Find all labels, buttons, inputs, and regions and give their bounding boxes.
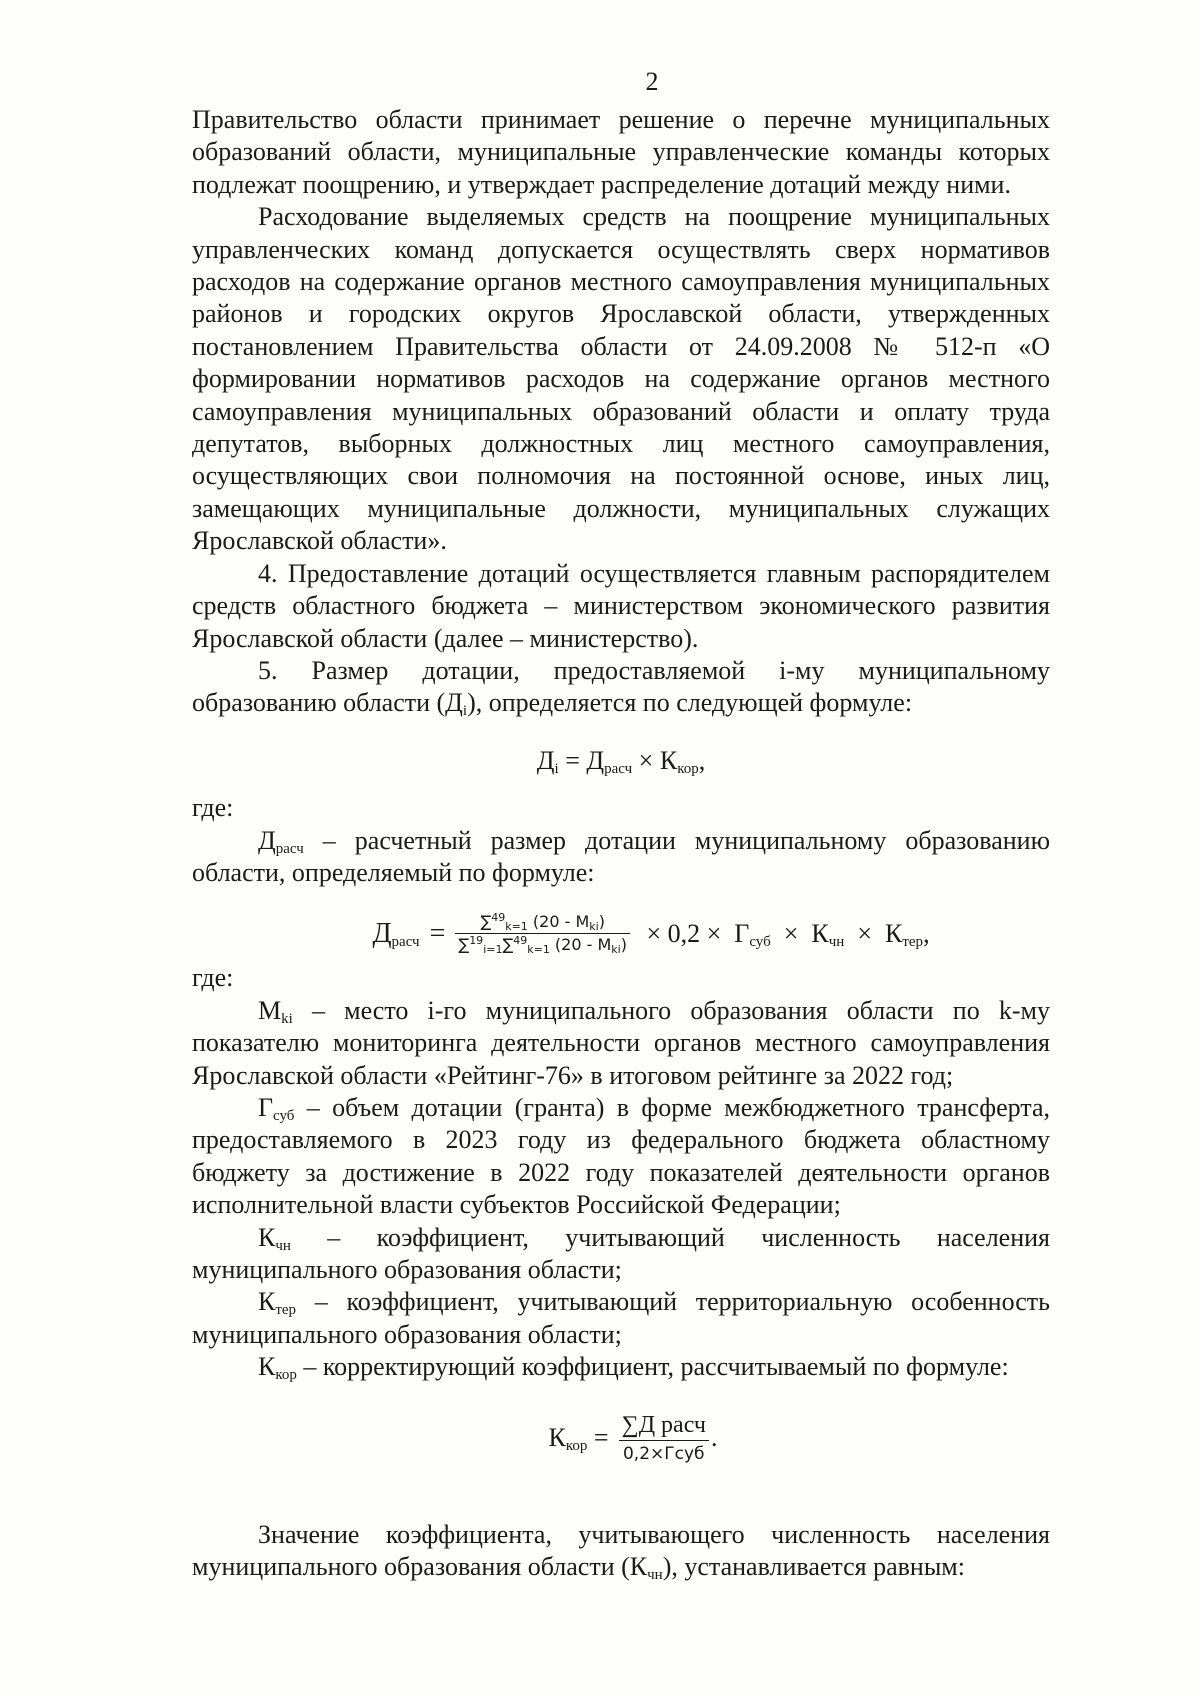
fraction-denominator: 0,2×Гсуб bbox=[622, 1443, 705, 1464]
fraction-denominator: ∑$^{19}_{i=1}$∑$^{49}_{k=1}$ $(20 - M_{ki})$ bbox=[458, 934, 627, 957]
where-label-2: где: bbox=[192, 963, 234, 993]
formula-kkor: $К_{кор}$ = $\frac{\text{∑Д расч}}{\text{0,2×Гсуб}}$ . bbox=[192, 1410, 1050, 1467]
where-label-1: где: bbox=[192, 793, 234, 823]
fraction-numerator: ∑Д расч bbox=[621, 1411, 706, 1438]
paragraph-item-5: 5. Размер дотации, предоставляемой i-му муниципальному образованию области $(Д_i)$, определяется по следующей формуле: bbox=[192, 655, 1050, 720]
definition-m: $М_{ki}$ – место i-го муниципального образования области по k-му показателю мониторинга деятельности органов местного самоуправления Ярославской области «Рейтинг-76» в итоговом рейтинге за 2022 год; bbox=[192, 995, 1050, 1090]
definition-gsub: $Г_{суб}$ – объем дотации (гранта) в форме межбюджетного трансферта, предоставляемого в 2023 году из федерального бюджета областному бюджету за достижение в 2022 году показателей деятельности органов исполнительной власти субъектов Российской Федерации; bbox=[192, 1092, 1050, 1220]
definition-kter: $К_{тер}$ – коэффициент, учитывающий территориальную особенность муниципального образования области; bbox=[192, 1287, 1050, 1349]
page-number: 2 bbox=[645, 67, 659, 96]
formula-dotation: $Д_i = Д_{расч} \times К_{кор}$, bbox=[536, 745, 706, 777]
fraction-drasch bbox=[455, 911, 630, 956]
fraction-kkor bbox=[619, 1410, 709, 1467]
paragraph-spending: Расходование выделяемых средств на поощрение муниципальных управленческих команд допускается осуществлять сверх нормативов расходов на содержание органов местного самоуправления муниципальных районов и городских округов Ярославской области, утвержденных постановлением Правительства области от 24.09.2008 № 512-п «О формировании нормативов расходов на содержание органов местного самоуправления муниципальных образований области и оплату труда депутатов, выборных должностных лиц местного самоуправления, осуществляющих свои полномочия на постоянной основе, иных лиц, замещающих муниципальные должности, муниципальных служащих Ярославской области». bbox=[192, 202, 1050, 556]
formula-drasch: $Д_{расч}$ = $\frac{\sum^{49}_{k=1} (20 - M_{ki})}{\sum^{19}_{i=1}\sum^{49}_{k=1} (20 - M_{ki})}$ × $0,2 \times Г_{суб} \times К_{чн} \times К_{тер}$, bbox=[372, 911, 930, 957]
document-body bbox=[192, 104, 1050, 1583]
paragraph-item-4: 4. Предоставление дотаций осуществляется главным распорядителем средств областного бюджета – министерством экономического развития Ярославской области (далее – министерство). bbox=[192, 558, 1050, 653]
definition-kchn: $К_{чн}$ – коэффициент, учитывающий численность населения муниципального образования области; bbox=[192, 1222, 1050, 1284]
fraction-numerator: ∑$^{49}_{k=1}$ $(20 - M_{ki})$ bbox=[480, 911, 605, 934]
paragraph-government-decision: Правительство области принимает решение о перечне муниципальных образований области, муниципальные управленческие команды которых подлежат поощрению, и утверждает распределение дотаций между ними. bbox=[192, 105, 1050, 199]
paragraph-kchn-value: Значение коэффициента, учитывающего численность населения муниципального образования области $(К_{чн})$, устанавливается равным: bbox=[192, 1519, 1050, 1584]
definition-drasch: $Д_{расч}$ – расчетный размер дотации муниципальному образованию области, определяемый по формуле: bbox=[192, 825, 1050, 887]
definition-kkor: $К_{кор}$ – корректирующий коэффициент, рассчитываемый по формуле: bbox=[258, 1352, 1009, 1384]
